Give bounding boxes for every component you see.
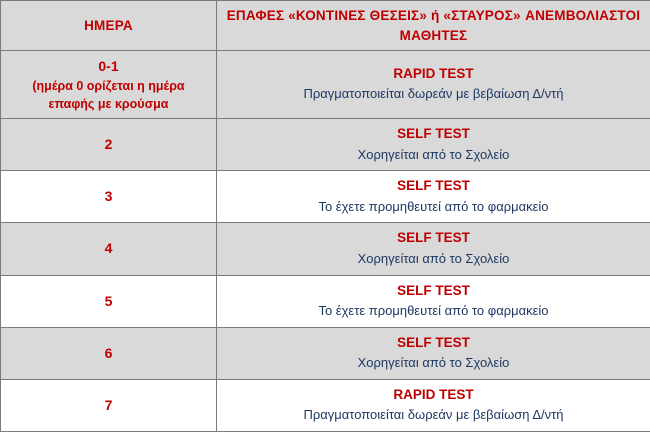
test-type: SELF TEST [223,228,644,248]
day-cell [1,171,217,223]
table-header-row [1,1,650,51]
day-cell [1,275,217,327]
action-cell [217,171,650,223]
test-type: RAPID TEST [223,64,644,84]
action-cell [217,275,650,327]
action-cell [217,223,650,275]
day-note-line1: (ημέρα 0 ορίζεται η ημέρα [7,77,210,95]
test-note: Πραγματοποιείται δωρεάν με βεβαίωση Δ/ντή [223,405,644,426]
table-row [1,379,650,431]
table-row [1,275,650,327]
test-note: Χορηγείται από το Σχολείο [223,249,644,270]
test-type: SELF TEST [223,176,644,196]
test-note: Χορηγείται από το Σχολείο [223,353,644,374]
day-note-line2: επαφής με κρούσμα [7,95,210,113]
action-cell [217,119,650,171]
test-type: SELF TEST [223,333,644,353]
header-contacts-label-line1: ΕΠΑΦΕΣ «ΚΟΝΤΙΝΕΣ ΘΕΣΕΙΣ» ή «ΣΤΑΥΡΟΣ» [227,8,521,23]
table-row [1,223,650,275]
action-cell [217,379,650,431]
action-cell [217,51,650,119]
test-note: Το έχετε προμηθευτεί από το φαρμακείο [223,197,644,218]
header-contacts-label-line2: ΑΝΕΜΒΟΛΙΑΣΤΟΙ ΜΑΘΗΤΕΣ [400,8,641,43]
test-note: Χορηγείται από το Σχολείο [223,145,644,166]
header-cell-day [1,1,217,51]
day-number: 3 [105,188,113,204]
day-number: 0-1 [98,58,118,74]
day-number: 2 [105,136,113,152]
table-row [1,51,650,119]
day-cell [1,379,217,431]
test-type: SELF TEST [223,281,644,301]
test-type: SELF TEST [223,124,644,144]
test-type: RAPID TEST [223,385,644,405]
action-cell [217,327,650,379]
day-cell [1,223,217,275]
table-row [1,171,650,223]
day-number: 6 [105,345,113,361]
day-number: 7 [105,397,113,413]
day-number: 5 [105,293,113,309]
table-row [1,119,650,171]
day-cell [1,51,217,119]
day-cell [1,119,217,171]
test-note: Πραγματοποιείται δωρεάν με βεβαίωση Δ/ντή [223,84,644,105]
day-cell [1,327,217,379]
test-note: Το έχετε προμηθευτεί από το φαρμακείο [223,301,644,322]
header-cell-contacts [217,1,650,51]
day-number: 4 [105,240,113,256]
header-day-label: ΗΜΕΡΑ [84,18,133,33]
table-row [1,327,650,379]
